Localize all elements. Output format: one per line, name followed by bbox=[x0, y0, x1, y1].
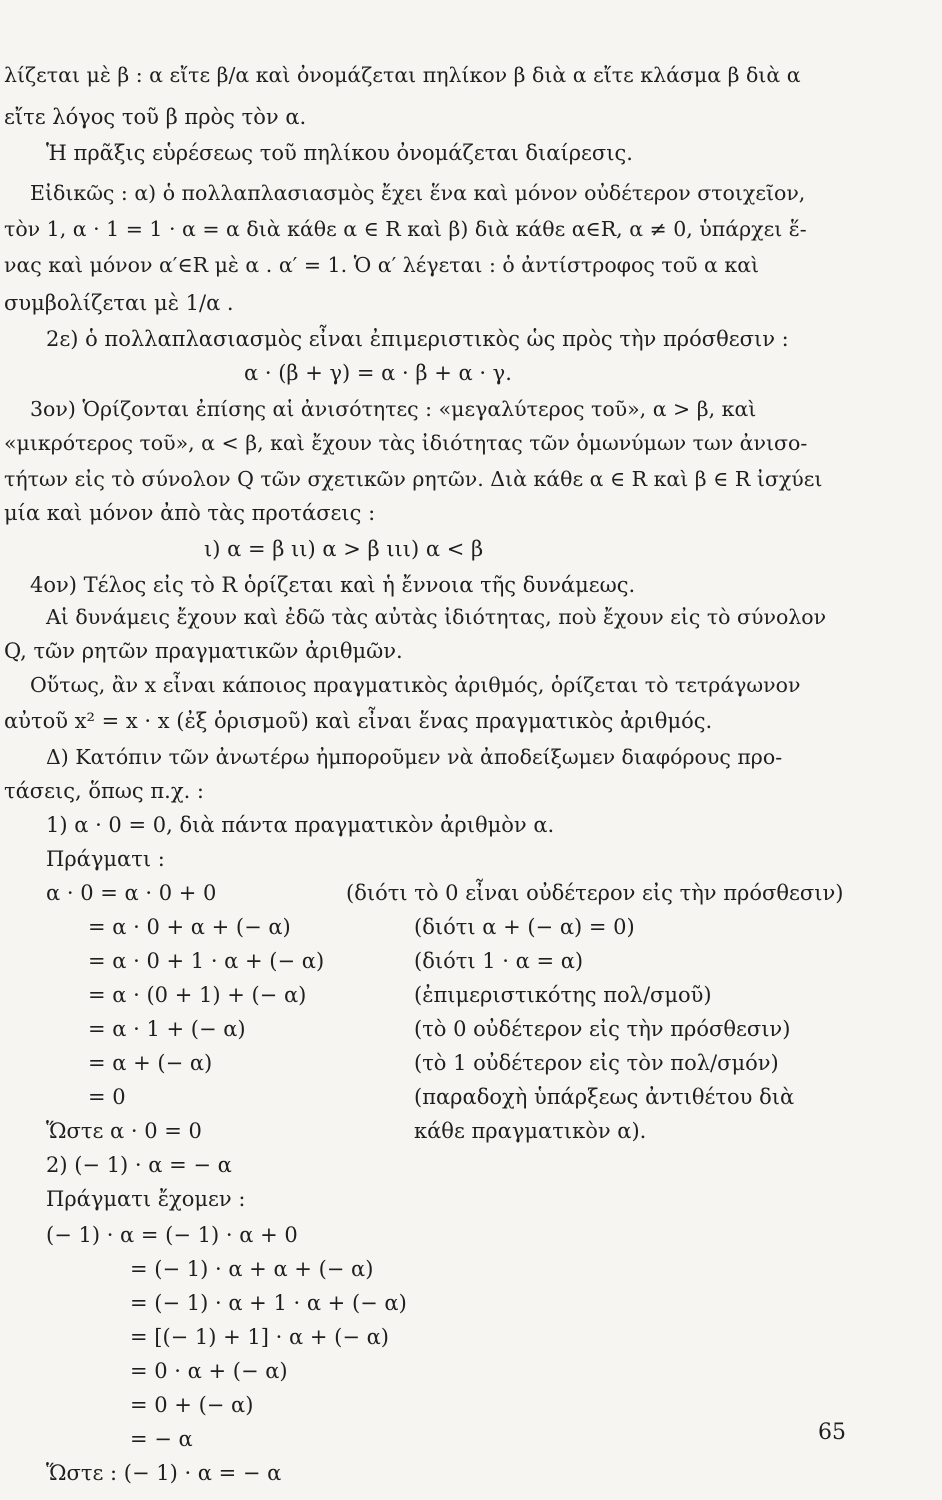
text-line: εἴτε λόγος τοῦ β πρὸς τὸν α. bbox=[4, 105, 307, 129]
formula-line: α · (β + γ) = α · β + α · γ. bbox=[244, 361, 512, 385]
proof-justification: (διότι α + (− α) = 0) bbox=[414, 915, 635, 939]
proof-step: (− 1) · α = (− 1) · α + 0 bbox=[46, 1223, 298, 1247]
text-line: τάσεις, ὅπως π.χ. : bbox=[4, 779, 204, 803]
proof-step: = (− 1) · α + α + (− α) bbox=[130, 1257, 374, 1281]
proof-justification: (διότι 1 · α = α) bbox=[414, 949, 584, 973]
text-line: λίζεται μὲ β : α εἴτε β/α καὶ ὀνομάζεται πηλίκον β διὰ α εἴτε κλάσμα β διὰ α bbox=[4, 63, 801, 87]
text-line: Οὕτως, ἂν x εἶναι κάποιος πραγματικὸς ἀριθμός, ὁρίζεται τὸ τετράγωνον bbox=[30, 673, 801, 697]
text-line: Εἰδικῶς : α) ὁ πολλαπλασιασμὸς ἔχει ἕνα καὶ μόνον οὐδέτερον στοιχεῖον, bbox=[30, 181, 806, 205]
text-line: Πράγματι : bbox=[46, 847, 165, 871]
text-line: Πράγματι ἔχομεν : bbox=[46, 1187, 246, 1211]
text-line: τήτων εἰς τὸ σύνολον Q τῶν σχετικῶν ρητῶν. Διὰ κάθε α ∈ R καὶ β ∈ R ἰσχύει bbox=[4, 467, 823, 491]
text-line: 3ον) Ὁρίζονται ἐπίσης αἱ ἀνισότητες : «μεγαλύτερος τοῦ», α > β, καὶ bbox=[30, 397, 757, 421]
proof-step: = (− 1) · α + 1 · α + (− α) bbox=[130, 1291, 407, 1315]
text-line: 4ον) Τέλος εἰς τὸ R ὁρίζεται καὶ ἡ ἔννοια τῆς δυνάμεως. bbox=[30, 573, 636, 597]
formula-line: ι) α = β ιι) α > β ιιι) α < β bbox=[204, 537, 484, 561]
text-line: αὐτοῦ x² = x · x (ἐξ ὁρισμοῦ) καὶ εἶναι ἕνας πραγματικὸς ἀριθμός. bbox=[4, 709, 713, 733]
text-line: συμβολίζεται μὲ 1/α . bbox=[4, 291, 234, 315]
proof-step: = α · 0 + 1 · α + (− α) bbox=[88, 949, 325, 973]
proof-step: = [(− 1) + 1] · α + (− α) bbox=[130, 1325, 389, 1349]
proof-justification: (τὸ 1 οὐδέτερον εἰς τὸν πολ/σμόν) bbox=[414, 1051, 779, 1075]
proof-step: α · 0 = α · 0 + 0 bbox=[46, 881, 217, 905]
proof-step: Ὥστε α · 0 = 0 bbox=[46, 1119, 202, 1143]
text-line: 2ε) ὁ πολλαπλασιασμὸς εἶναι ἐπιμεριστικὸς ὡς πρὸς τὴν πρόσθεσιν : bbox=[46, 327, 789, 351]
proof-step: = 0 + (− α) bbox=[130, 1393, 254, 1417]
page-number: 65 bbox=[818, 1420, 846, 1445]
text-line: Ἡ πρᾶξις εὑρέσεως τοῦ πηλίκου ὀνομάζεται διαίρεσις. bbox=[46, 141, 633, 165]
proof-justification: (παραδοχὴ ὑπάρξεως ἀντιθέτου διὰ bbox=[414, 1085, 795, 1109]
text-line: «μικρότερος τοῦ», α < β, καὶ ἔχουν τὰς ἰδιότητας τῶν ὁμωνύμων των ἀνισο- bbox=[4, 431, 808, 455]
text-line: νας καὶ μόνον α′∈R μὲ α . α′ = 1. Ὁ α′ λέγεται : ὁ ἀντίστροφος τοῦ α καὶ bbox=[4, 253, 760, 277]
text-line: 1) α · 0 = 0, διὰ πάντα πραγματικὸν ἀριθμὸν α. bbox=[46, 813, 555, 837]
proof-step: = 0 · α + (− α) bbox=[130, 1359, 288, 1383]
proof-step: = α · (0 + 1) + (− α) bbox=[88, 983, 307, 1007]
text-line: μία καὶ μόνον ἀπὸ τὰς προτάσεις : bbox=[4, 501, 376, 525]
proof-justification: (τὸ 0 οὐδέτερον εἰς τὴν πρόσθεσιν) bbox=[414, 1017, 791, 1041]
proof-step: Ὥστε : (− 1) · α = − α bbox=[46, 1461, 282, 1485]
text-line: Q, τῶν ρητῶν πραγματικῶν ἀριθμῶν. bbox=[4, 639, 403, 663]
proof-justification: (διότι τὸ 0 εἶναι οὐδέτερον εἰς τὴν πρόσθεσιν) bbox=[346, 881, 844, 905]
proof-justification: (ἐπιμεριστικότης πολ/σμοῦ) bbox=[414, 983, 712, 1007]
proof-step: = α · 0 + α + (− α) bbox=[88, 915, 291, 939]
proof-step: = α + (− α) bbox=[88, 1051, 213, 1075]
text-line: Αἱ δυνάμεις ἔχουν καὶ ἐδῶ τὰς αὐτὰς ἰδιότητας, ποὺ ἔχουν εἰς τὸ σύνολον bbox=[46, 605, 827, 629]
text-line: 2) (− 1) · α = − α bbox=[46, 1153, 232, 1177]
text-line: Δ) Κατόπιν τῶν ἀνωτέρω ἠμποροῦμεν νὰ ἀποδείξωμεν διαφόρους προ- bbox=[46, 745, 783, 769]
proof-justification: κάθε πραγματικὸν α). bbox=[414, 1119, 647, 1143]
proof-step: = α · 1 + (− α) bbox=[88, 1017, 246, 1041]
proof-step: = − α bbox=[130, 1427, 193, 1451]
proof-step: = 0 bbox=[88, 1085, 126, 1109]
text-line: τὸν 1, α · 1 = 1 · α = α διὰ κάθε α ∈ R καὶ β) διὰ κάθε α∈R, α ≠ 0, ὑπάρχει ἕ- bbox=[4, 217, 807, 241]
